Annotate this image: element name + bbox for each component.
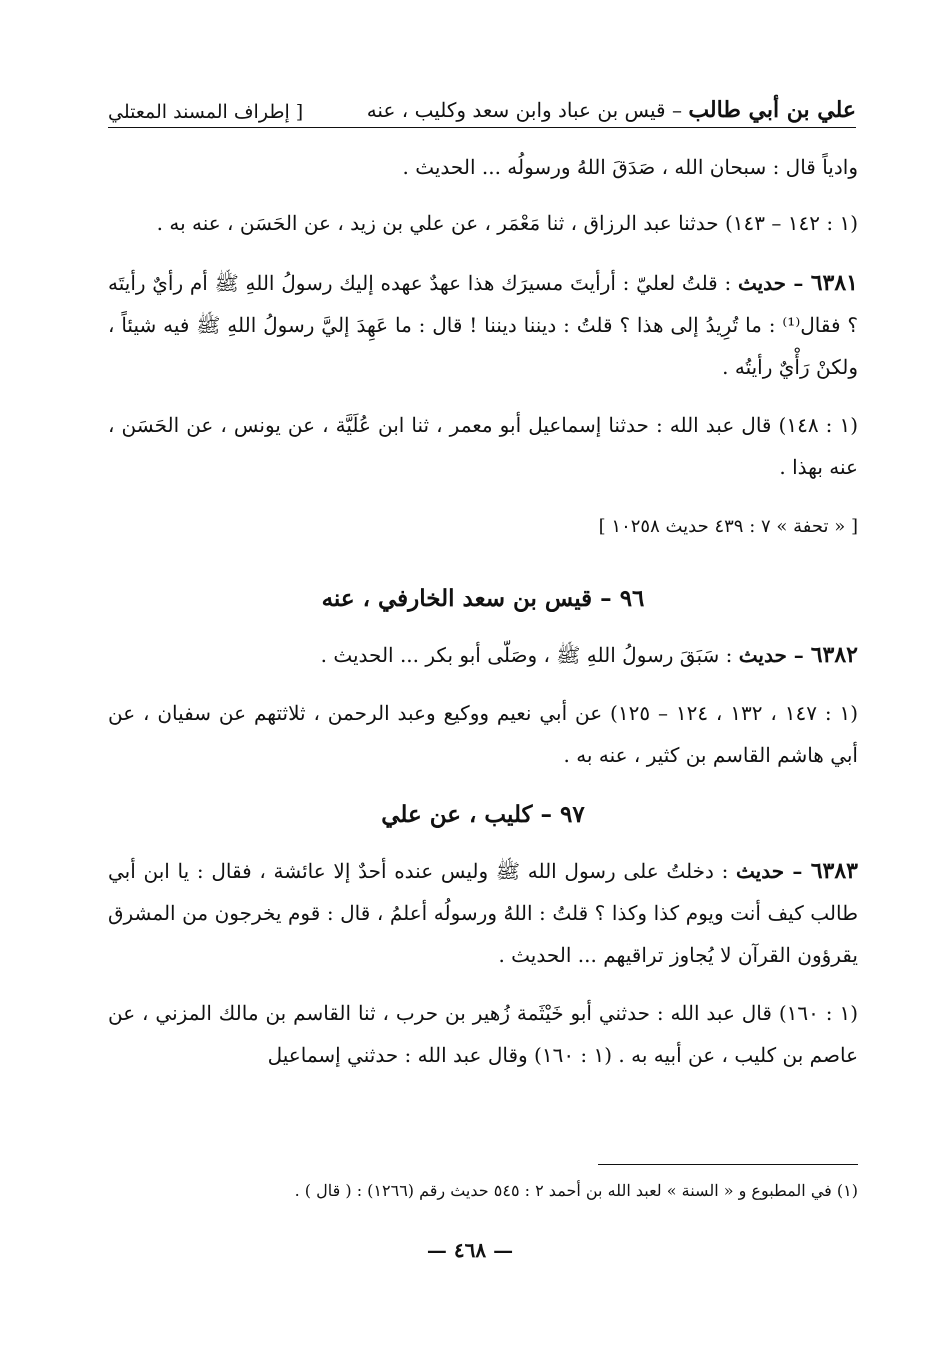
header-title-rest: – قيس بن عباد وابن سعد وكليب ، عنه: [366, 98, 689, 122]
page-number: — ٤٦٨ —: [426, 1238, 514, 1262]
hadith-6381: [108, 262, 858, 388]
hadith-text: : دخلتُ على رسول الله ﷺ وليس عنده أحدٌ إلا عائشة ، فقال : يا ابن أبي طالب كيف أنت ويوم كذا وكذا ؟ قلتُ : اللهُ ورسولُه أعلمُ ، قال : قوم يخرجون من المشرق يقرؤون القرآن لا يُجاوز تراقيهم ... الحديث .: [108, 859, 858, 967]
hadith-number: ٦٣٨٢: [810, 642, 858, 668]
hadith-label: – حديث: [737, 271, 811, 295]
footnote: (١) في المطبوع و « السنة » لعبد الله بن أحمد ٢ : ٥٤٥ حديث رقم (١٢٦٦) : ( قال ) .: [294, 1181, 858, 1200]
header-title-bold: علي بن أبي طالب: [688, 97, 856, 123]
footnote-divider: [598, 1164, 858, 1165]
hadith-text: : سَبَقَ رسولُ اللهِ ﷺ ، وصَلّى أبو بكر ... الحديث .: [320, 643, 739, 667]
header-book-name: [ إطراف المسند المعتلي: [108, 101, 304, 123]
section-title-97: ٩٧ – كليب ، عن علي: [381, 801, 585, 828]
hadith-number: ٦٣٨١: [810, 270, 858, 296]
hadith-number: ٦٣٨٣: [810, 858, 858, 884]
source-chain: (١ : ١٦٠) قال عبد الله : حدثني أبو خَيْثَمة زُهير بن حرب ، ثنا القاسم بن مالك المزني ، عن عاصم بن كليب ، عن أبيه به . (١ : ١٦٠) وقال عبد الله : حدثني إسماعيل: [108, 1001, 859, 1067]
hadith-label: – حديث: [736, 859, 811, 883]
hadith-6382: [108, 634, 858, 676]
page-body: [108, 146, 858, 1094]
source-chain: (١ : ١٤٨) قال عبد الله : حدثنا إسماعيل أبو معمر ، ثنا ابن عُلَيَّة ، عن يونس ، عن الحَسَن ، عنه بهذا .: [108, 413, 859, 479]
hadith-6383: [108, 850, 858, 976]
section-title-96: ٩٦ – قيس بن سعد الخارفي ، عنه: [321, 585, 645, 612]
tuhfa-reference: [ « تحفة » ٧ : ٤٣٩ حديث ١٠٢٥٨ ]: [598, 516, 858, 537]
hadith-label: – حديث: [738, 643, 811, 667]
source-chain: (١ : ١٤٢ – ١٤٣) حدثنا عبد الرزاق ، ثنا مَعْمَر ، عن علي بن زيد ، عن الحَسَن ، عنه به .: [156, 211, 858, 235]
source-chain: (١ : ١٤٧ ، ١٣٢ ، ١٢٤ – ١٢٥) عن أبي نعيم ووكيع وعبد الرحمن ، ثلاثتهم عن سفيان ، عن أبي هاشم القاسم بن كثير ، عنه به .: [108, 701, 859, 767]
continued-text: وادياً قال : سبحان الله ، صَدَقَ اللهُ ورسولُه ... الحديث .: [402, 155, 858, 179]
running-header: [108, 88, 856, 128]
header-title: [367, 97, 856, 123]
hadith-text: : قلتُ لعليّ : أرأيتَ مسيرَك هذا عهدٌ عهده إليك رسولُ اللهِ ﷺ أم رأيٌ رأيتَه ؟ فقال⁽¹⁾ : ما تُرِيدُ إلى هذا ؟ قلتُ : ديننا ديننا ! قال : ما عَهِدَ إليَّ رسولُ اللهِ ﷺ فيه شيئاً ، ولكنْ رَأْيٌ رأيتُه .: [108, 271, 859, 379]
